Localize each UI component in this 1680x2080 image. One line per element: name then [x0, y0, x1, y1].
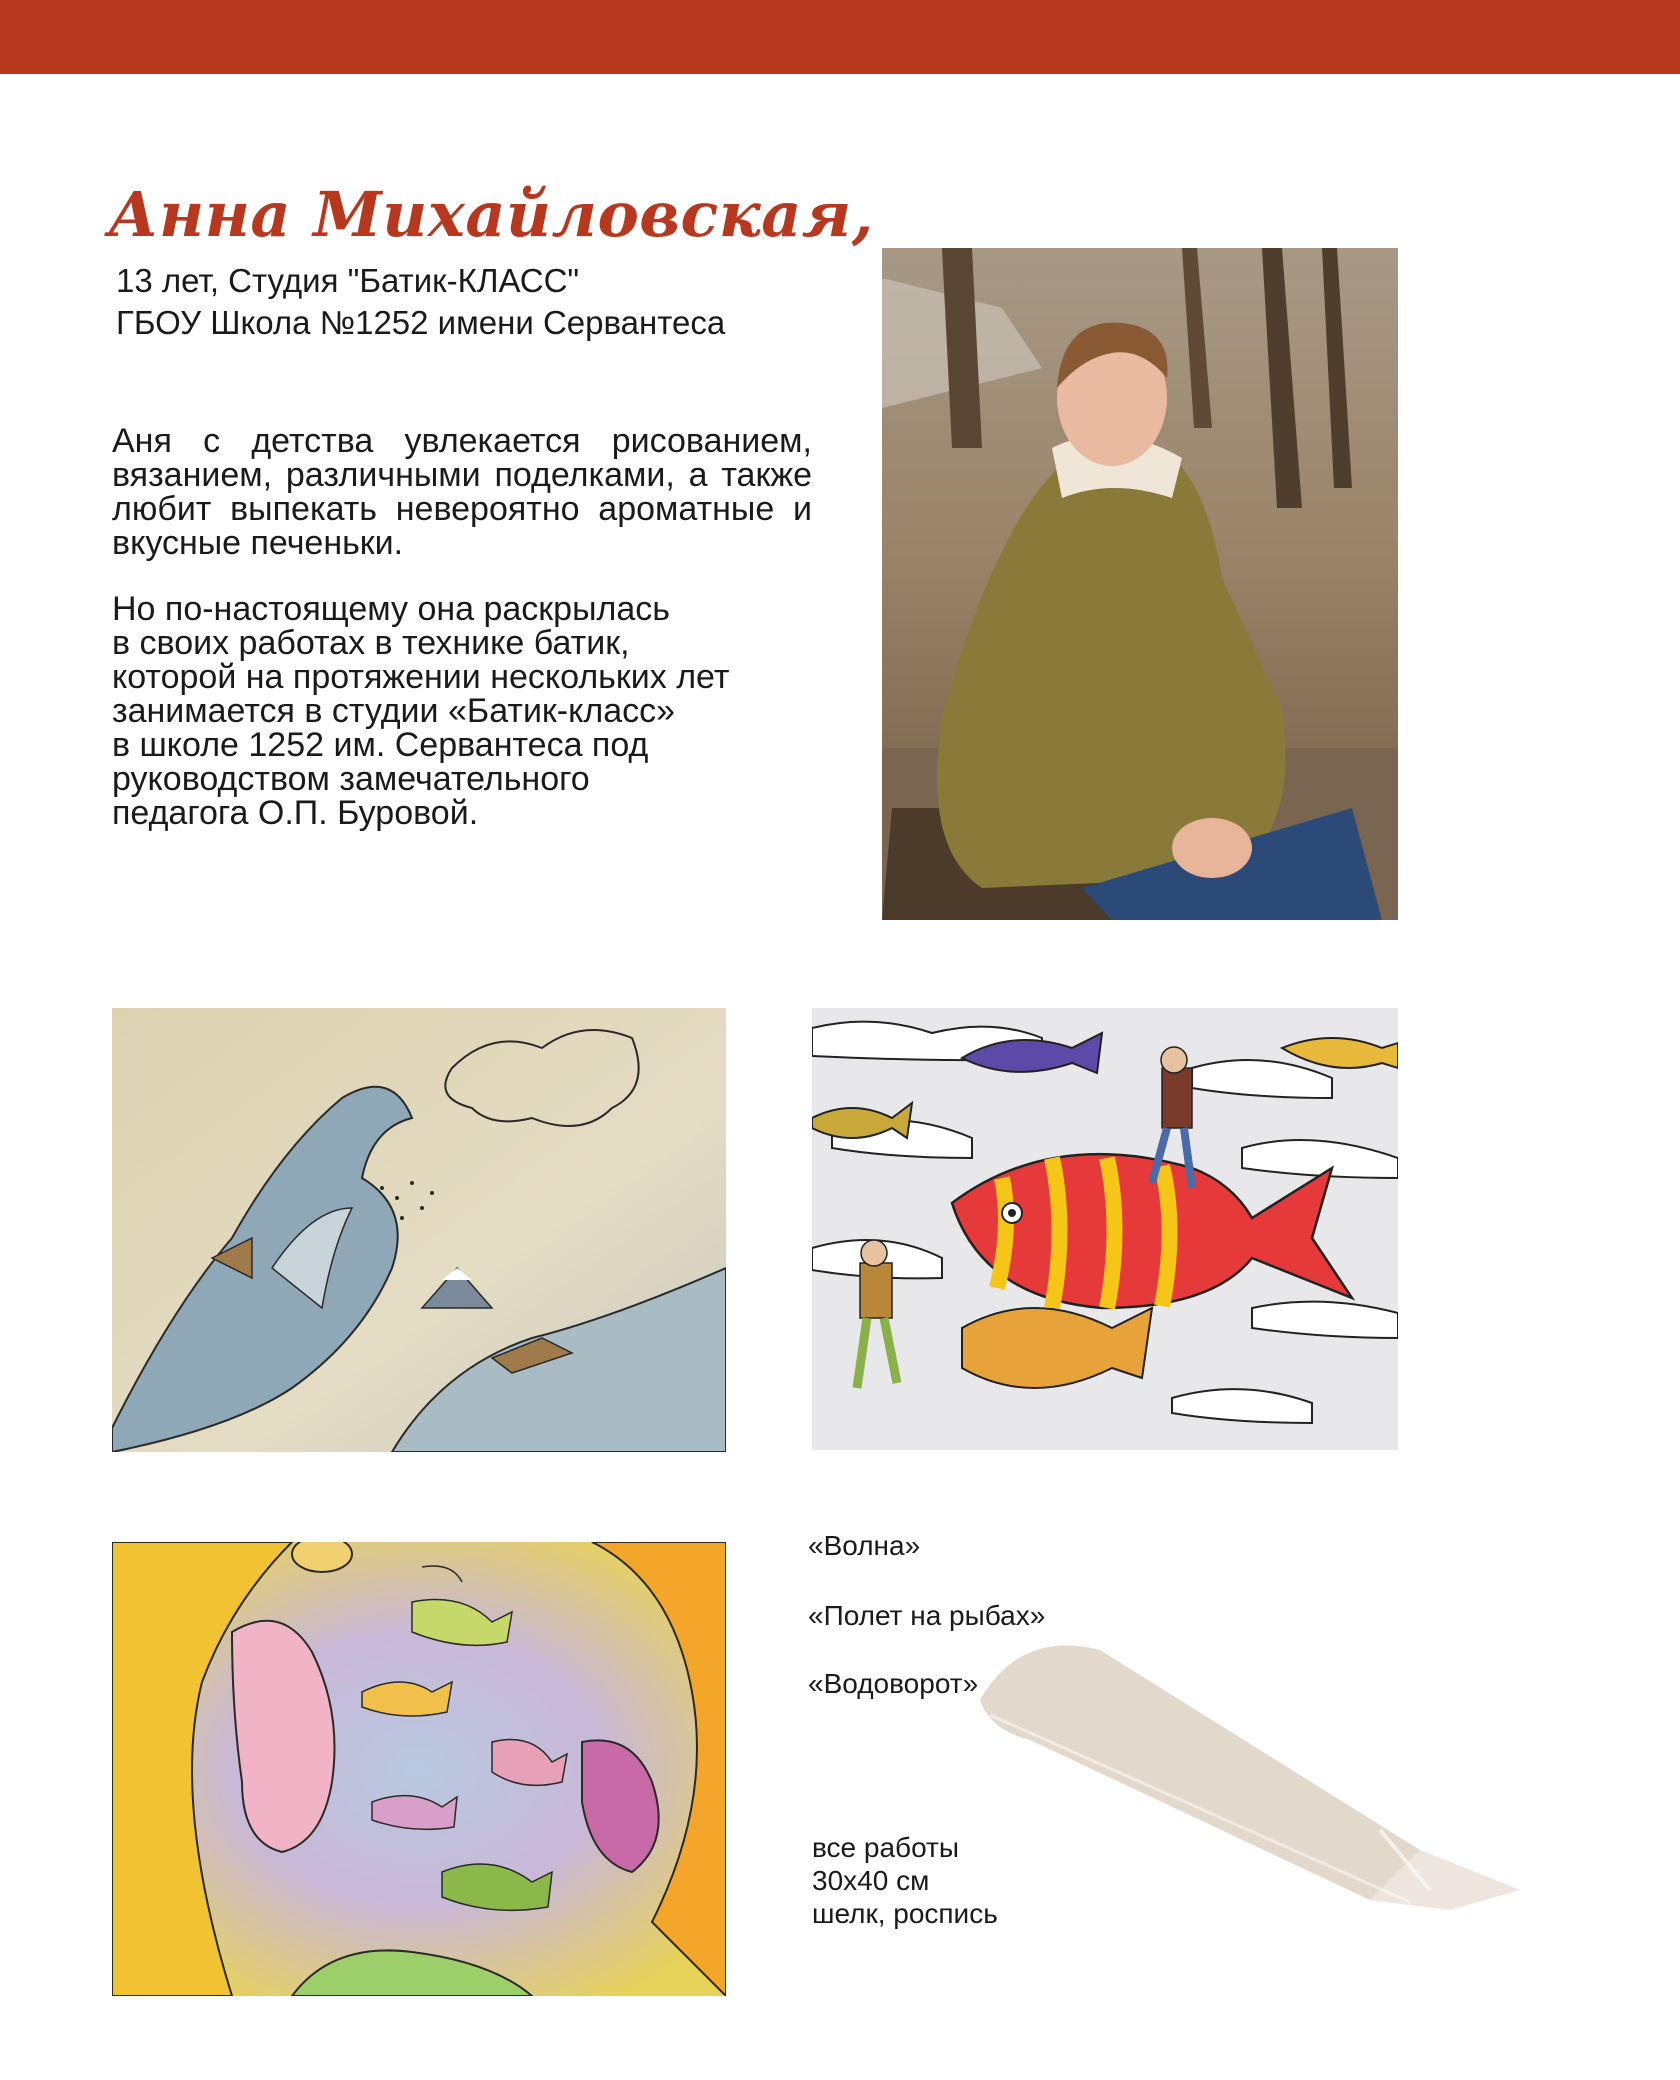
top-accent-bar — [0, 0, 1680, 74]
artwork-wave-image — [112, 1008, 726, 1452]
bio-line: Аня с детства увлекается рисованием, — [112, 422, 812, 460]
bio-line: в школе 1252 им. Сервантеса под — [112, 726, 649, 764]
artwork-flying-fish-image — [812, 1008, 1398, 1450]
work-title-flying-fish: «Полет на рыбах» — [808, 1600, 1046, 1631]
work-title-wave: «Волна» — [808, 1530, 921, 1561]
bio-line: педагога О.П. Буровой. — [112, 794, 479, 832]
pencil-decoration — [960, 1590, 1560, 1920]
artist-school: ГБОУ Школа №1252 имени Сервантеса — [116, 304, 726, 341]
bio-paragraph-1 — [112, 424, 812, 560]
artist-name: Анна Михайловская, — [108, 178, 874, 251]
bio-line: вязанием, различными поделками, — [112, 456, 675, 494]
bio-line: занимается в студии «Батик-класс» — [112, 692, 676, 730]
bio-line: которой на протяжении нескольких лет — [112, 658, 730, 696]
artwork-whirlpool-image — [112, 1542, 726, 1996]
artist-age-studio: 13 лет, Студия "Батик-КЛАСС" — [116, 262, 580, 299]
works-info-all: все работы — [812, 1832, 959, 1863]
artist-portrait-photo — [882, 248, 1398, 920]
bio-line: Но по-настоящему она раскрылась — [112, 590, 670, 628]
bio-line: ароматные и вкусные печеньки. — [112, 490, 812, 562]
bio-line: а также любит выпекать невероятно — [112, 456, 812, 528]
works-info-size: 30х40 см — [812, 1865, 930, 1896]
works-info-medium: шелк, роспись — [812, 1898, 998, 1929]
work-title-whirlpool: «Водоворот» — [808, 1668, 979, 1699]
bio-line: в своих работах в технике батик, — [112, 624, 630, 662]
bio-line: руководством замечательного — [112, 760, 590, 798]
bio-paragraph-2 — [112, 592, 812, 830]
